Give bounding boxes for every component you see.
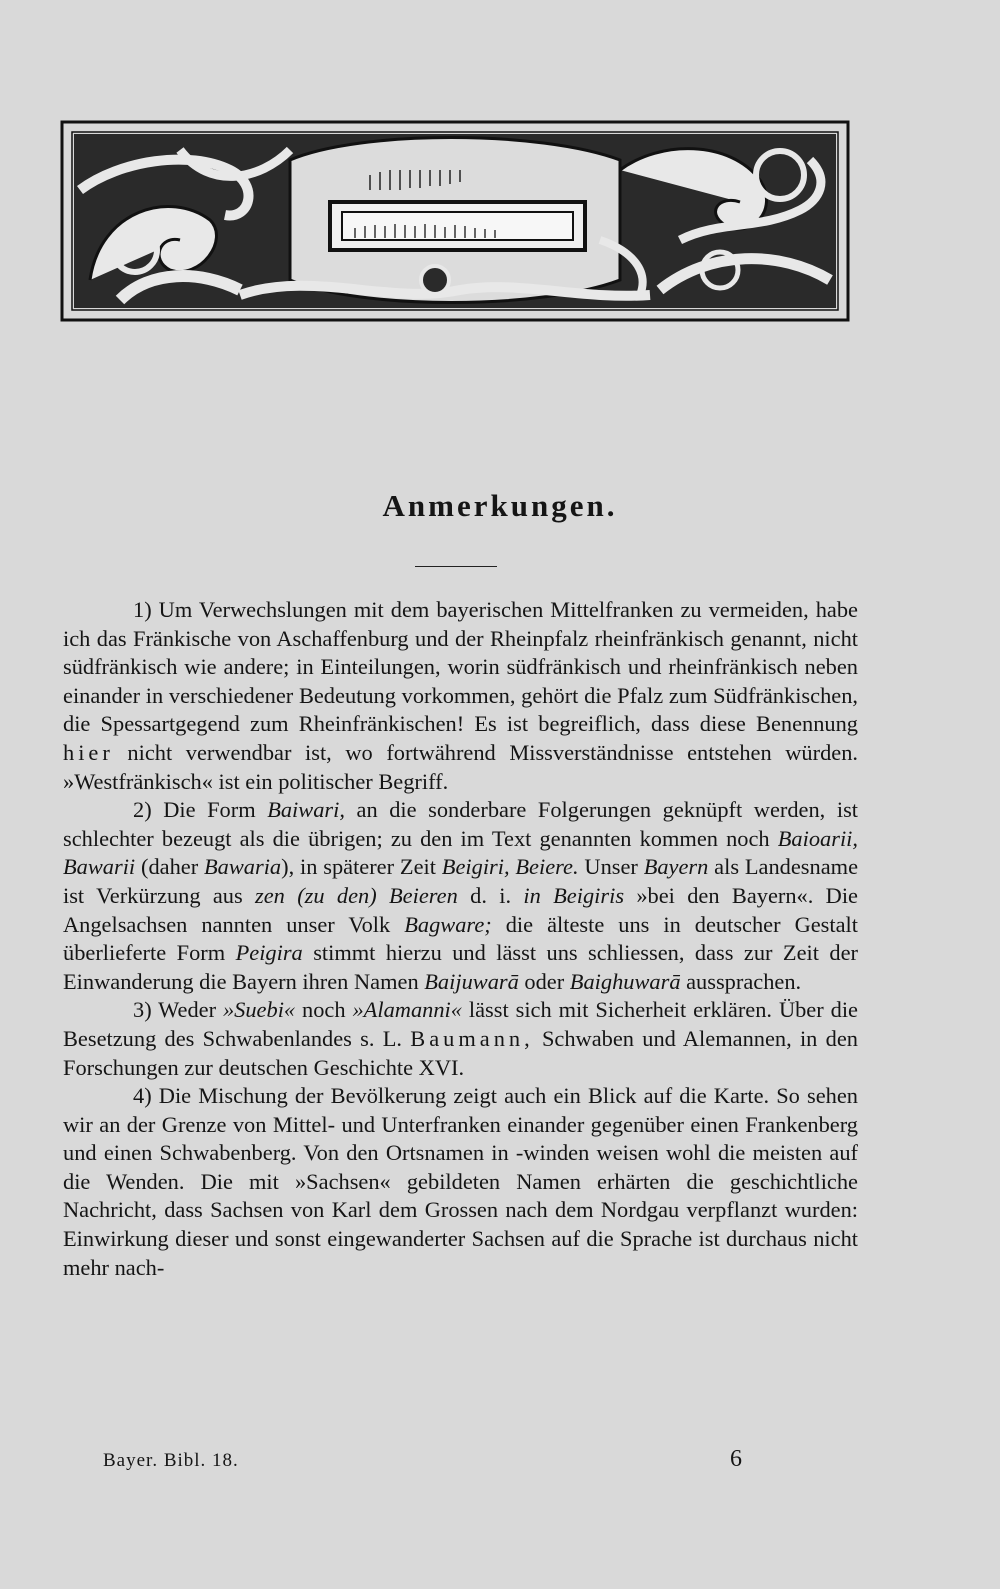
italic-term: zen (zu den) Beieren [255, 882, 458, 908]
note-paragraph [63, 796, 858, 996]
italic-term: Baijuwarā [424, 968, 519, 994]
ornament-illustration [60, 120, 850, 322]
italic-term: Peigira [235, 940, 303, 966]
text-run: 4) Die Mischung der Bevölkerung zeigt auch ein Blick auf die Karte. So sehen wir an der Grenze von Mittel- und Unterfranken einander gegenüber einen Frankenberg und einen Schwabenberg. Von den Ortsnamen in -winden weisen wohl die meisten auf die Wenden. Die mit »Sachsen« gebildeten Namen erhärten die geschichtliche Nachricht, dass Sachsen von Karl dem Grossen nach dem Nordgau verpflanzt wurden: Einwirkung dieser und sonst eingewanderter Sachsen auf die Sprache ist durchaus nicht mehr nach- [63, 1083, 858, 1280]
text-run: lässt sich mit Sicherheit erklären. Über die Besetzung des Schwabenlandes s. L. [63, 997, 858, 1051]
text-run: Unser [578, 854, 644, 880]
text-run: die älteste uns in deutscher Gestalt überlieferte Form [63, 911, 859, 966]
italic-term: in Beigiris [523, 882, 625, 908]
text-run: ), in späterer Zeit [281, 854, 442, 880]
text-run: an die sonderbare Folgerungen geknüpft werden, ist schlechter bezeugt als die übrigen; zu den im Text genannten kommen noch [63, 797, 858, 851]
italic-term: Baiwari, [267, 797, 345, 823]
text-run: oder [518, 968, 570, 994]
note-paragraph [63, 596, 858, 796]
text-run: (daher [135, 854, 204, 880]
italic-term: Baioarii, Bawarii [63, 825, 858, 880]
text-run: nicht verwendbar ist, wo fortwährend Missverständnisse entstehen würden. »Westfränkisch« ist ein politischer Begriff. [63, 739, 858, 794]
text-run: 3) Weder [133, 997, 223, 1023]
text-run: d. i. [457, 882, 524, 908]
text-run: Schwaben und Alemannen, in den Forschungen zur deutschen Geschichte XVI. [63, 1025, 858, 1080]
text-run: stimmt hierzu und lässt uns schliessen, dass zur Zeit der Einwanderung die Bayern ihren Namen [63, 940, 858, 994]
text-run: noch [295, 997, 353, 1023]
text-run: 2) Die Form [133, 797, 268, 823]
note-paragraph [63, 996, 858, 1082]
note-paragraph [63, 1082, 858, 1282]
page-number: 6 [730, 1446, 742, 1472]
spaced-emphasis: Baumann, [410, 1025, 534, 1051]
title-rule [415, 566, 497, 567]
text-run: »bei den Bayern«. Die Angelsachsen nannten unser Volk [63, 882, 858, 937]
decorative-headpiece [60, 120, 850, 322]
italic-term: Bawaria [203, 854, 282, 880]
text-run: als Landesname ist Verkürzung aus [63, 854, 859, 908]
printer-signature: Bayer. Bibl. 18. [103, 1450, 239, 1471]
italic-term: »Suebi« [222, 997, 296, 1023]
notes-body [63, 596, 858, 1282]
text-run: aussprachen. [680, 968, 802, 994]
italic-term: Bagware; [404, 911, 492, 937]
italic-term: Baighuwarā [569, 968, 681, 994]
page-title: Anmerkungen. [382, 488, 618, 523]
spaced-emphasis: hier [63, 739, 114, 765]
italic-term: Beigiri, Beiere. [441, 854, 579, 880]
italic-term: »Alamanni« [352, 997, 462, 1023]
italic-term: Bayern [643, 854, 709, 880]
text-run: 1) Um Verwechslungen mit dem bayerischen Mittelfranken zu vermeiden, habe ich das Fränkische von Aschaffenburg und der Rheinpfalz rheinfränkisch genannt, nicht südfränkisch wie andere; in Einteilungen, worin südfränkisch und rheinfränkisch neben einander in verschiedener Bedeutung vorkommen, gehört die Pfalz zum Südfränkischen, die Spessartgegend zum Rheinfränkischen! Es ist begreiflich, dass diese Benennung [63, 597, 858, 737]
